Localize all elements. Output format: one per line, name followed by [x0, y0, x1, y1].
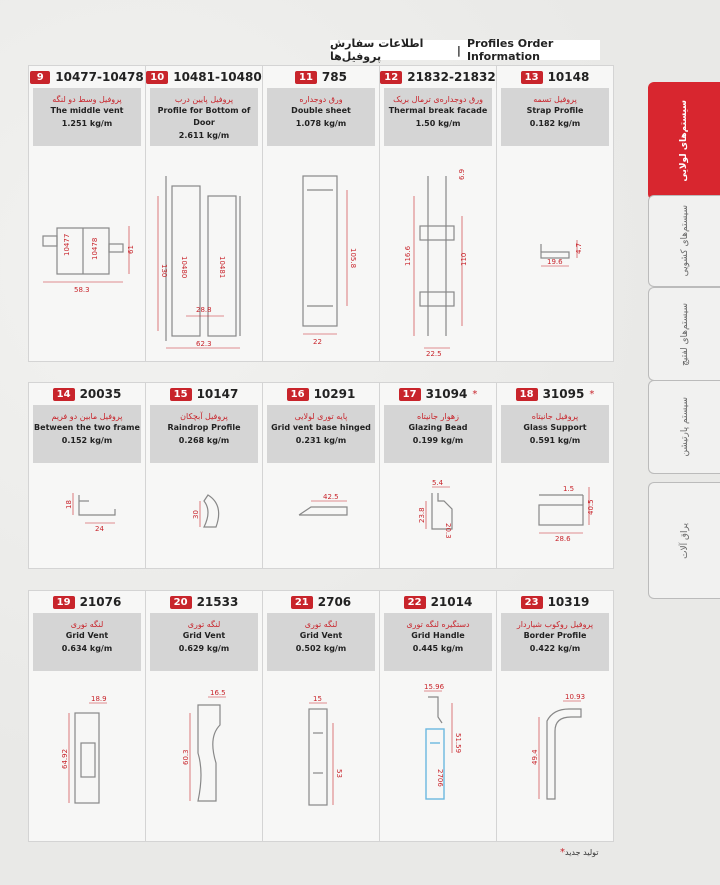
tab-label: سیستم‌های لولایی: [679, 100, 689, 182]
profile-card: [29, 66, 146, 361]
profile-name-en: Thermal break facade: [388, 106, 488, 115]
profile-code: 10291: [313, 387, 356, 401]
profile-card: [380, 383, 497, 568]
profile-card: [29, 383, 146, 568]
svg-text:22.5: 22.5: [426, 350, 442, 358]
profile-drawing: [497, 156, 613, 361]
profile-name-en: Double sheet: [291, 106, 351, 115]
profile-name-en: Grid Vent: [182, 631, 226, 640]
footnote-text: تولید جدید: [565, 848, 599, 857]
profile-number: 23: [521, 596, 543, 609]
profile-name-en: Glass Support: [523, 423, 587, 432]
svg-text:18: 18: [65, 500, 73, 509]
profile-number: 20: [170, 596, 192, 609]
profile-weight: 0.445 kg/m: [412, 644, 464, 653]
profile-name-en: Strap Profile: [526, 106, 584, 115]
profile-card: [263, 591, 380, 841]
profiles-row-2: [28, 382, 614, 569]
svg-text:15.96: 15.96: [424, 683, 445, 691]
svg-text:116.6: 116.6: [404, 245, 412, 266]
profile-name-fa: لنگه توری: [70, 620, 104, 629]
header-fa: اطلاعات سفارش پروفیل‌ها: [330, 37, 424, 63]
profile-number: 9: [30, 71, 50, 84]
header-en: Profiles Order Information: [466, 37, 554, 63]
svg-text:4.7: 4.7: [575, 242, 583, 254]
profile-name-fa: پروفیل تسمه: [533, 95, 577, 104]
profile-name-en: Grid Vent: [65, 631, 109, 640]
profile-number: 11: [295, 71, 317, 84]
profile-code: 10147: [196, 387, 239, 401]
header-separator: |: [456, 43, 461, 57]
svg-text:53: 53: [335, 769, 343, 778]
svg-text:23.8: 23.8: [418, 507, 426, 523]
profile-name-fa: پروفیل جانیتاه: [531, 412, 579, 421]
tab-hinged-systems[interactable]: [648, 82, 720, 200]
profile-card: [146, 383, 263, 568]
profile-card: [263, 66, 380, 361]
profile-name-fa: پایه توری لولایی: [294, 412, 348, 421]
profile-drawing: [497, 673, 613, 841]
new-product-star: *: [472, 388, 478, 400]
profile-code: 21832-21832: [407, 70, 496, 84]
svg-text:30: 30: [192, 510, 200, 519]
profile-code: 10148: [547, 70, 590, 84]
profile-name-fa: لنگه توری: [304, 620, 338, 629]
profile-card: [263, 383, 380, 568]
profile-name-fa: لنگه توری: [187, 620, 221, 629]
profile-name-fa: ورق دوجداره: [299, 95, 343, 104]
profile-card: [380, 591, 497, 841]
svg-text:22: 22: [313, 338, 322, 346]
svg-text:62.3: 62.3: [196, 340, 212, 348]
tab-partition-systems[interactable]: [648, 380, 720, 474]
tab-lift-systems[interactable]: [648, 287, 720, 381]
profile-weight: 1.078 kg/m: [295, 119, 347, 128]
profile-drawing: [29, 156, 145, 361]
profile-drawing: [146, 465, 262, 568]
profile-code: 10481-10480: [173, 70, 262, 84]
tab-label: سیستم‌های لفتیچ: [680, 302, 690, 366]
profile-weight: 0.231 kg/m: [295, 436, 347, 445]
svg-text:20.3: 20.3: [444, 523, 452, 539]
tab-label: یراق آلات: [680, 522, 690, 559]
svg-text:5.4: 5.4: [432, 479, 444, 487]
tab-label: سیستم‌های کشویی: [680, 205, 690, 277]
svg-text:58.3: 58.3: [74, 286, 90, 294]
profile-drawing: [380, 673, 496, 841]
profile-code: 10477-10478: [55, 70, 144, 84]
profile-weight: 0.422 kg/m: [529, 644, 581, 653]
profile-card: [497, 591, 613, 841]
profile-name-en: Grid Vent: [299, 631, 343, 640]
profiles-row-3: [28, 590, 614, 842]
svg-text:18.9: 18.9: [91, 695, 107, 703]
profile-name-en: Grid vent base hinged: [271, 423, 371, 432]
svg-text:64.92: 64.92: [61, 748, 69, 769]
profile-name-en: Between the two frame: [34, 423, 140, 432]
tab-sliding-systems[interactable]: [648, 195, 720, 287]
profile-name-en: The middle vent: [50, 106, 124, 115]
profile-name-fa: پروفیل پایین درب: [174, 95, 234, 104]
profile-drawing: [380, 156, 496, 361]
svg-text:10477: 10477: [63, 233, 71, 256]
svg-text:15: 15: [313, 695, 322, 703]
svg-text:60.3: 60.3: [182, 749, 190, 765]
page-header: [330, 37, 600, 63]
new-product-star: *: [589, 388, 595, 400]
profile-name-fa: پروفیل روکوب شیاردار: [516, 620, 594, 629]
svg-text:40.5: 40.5: [587, 499, 595, 515]
svg-text:2706: 2706: [436, 769, 444, 787]
svg-text:130: 130: [160, 264, 168, 278]
profile-weight: 0.634 kg/m: [61, 644, 113, 653]
svg-text:42.5: 42.5: [323, 493, 339, 501]
profile-number: 12: [380, 71, 402, 84]
profile-code: 31094: [425, 387, 468, 401]
profile-drawing: [263, 156, 379, 361]
profile-drawing: [146, 156, 262, 361]
profile-drawing: [29, 465, 145, 568]
svg-text:110: 110: [460, 252, 468, 266]
svg-text:16.5: 16.5: [210, 689, 226, 697]
svg-text:105.8: 105.8: [349, 248, 357, 269]
profile-weight: 0.629 kg/m: [178, 644, 230, 653]
profile-code: 21076: [79, 595, 122, 609]
profile-name-en: Border Profile: [523, 631, 587, 640]
profile-weight: 0.502 kg/m: [295, 644, 347, 653]
profile-weight: 0.268 kg/m: [178, 436, 230, 445]
footnote: [560, 847, 599, 858]
profile-card: [146, 591, 263, 841]
svg-text:61: 61: [127, 245, 135, 254]
profile-number: 10: [146, 71, 168, 84]
profile-number: 22: [404, 596, 426, 609]
tab-hardware[interactable]: [648, 482, 720, 599]
svg-text:10478: 10478: [91, 237, 99, 260]
profile-weight: 1.251 kg/m: [61, 119, 113, 128]
svg-text:28.8: 28.8: [196, 306, 212, 314]
tab-label: سیستم پارتیشن: [680, 397, 690, 457]
profile-number: 19: [53, 596, 75, 609]
profile-code: 2706: [317, 595, 352, 609]
profile-number: 15: [170, 388, 192, 401]
svg-text:6.9: 6.9: [458, 168, 466, 180]
profile-drawing: [497, 465, 613, 568]
profile-number: 13: [521, 71, 543, 84]
profile-number: 16: [287, 388, 309, 401]
profile-code: 10319: [547, 595, 590, 609]
profile-weight: 0.199 kg/m: [412, 436, 464, 445]
profiles-row-1: [28, 65, 614, 362]
profile-card: [380, 66, 497, 361]
profile-code: 20035: [79, 387, 122, 401]
svg-text:10480: 10480: [180, 256, 188, 279]
profile-name-en: Grid Handle: [411, 631, 465, 640]
profile-weight: 2.611 kg/m: [178, 131, 230, 140]
profile-weight: 1.50 kg/m: [415, 119, 461, 128]
profile-weight: 0.591 kg/m: [529, 436, 581, 445]
profile-name-en: Raindrop Profile: [167, 423, 241, 432]
profile-code: 21014: [430, 595, 473, 609]
profile-code: 785: [321, 70, 347, 84]
profile-number: 21: [291, 596, 313, 609]
profile-drawing: [146, 673, 262, 841]
profile-name-en: Profile for Bottom of Door: [157, 106, 251, 127]
svg-text:49.4: 49.4: [531, 749, 539, 765]
profile-name-fa: زهوار جانیتاه: [417, 412, 459, 421]
profile-name-fa: پروفیل مابین دو فریم: [51, 412, 123, 421]
profile-name-fa: ورق دوجداره‌ی ترمال بریک: [393, 95, 483, 104]
profile-number: 17: [399, 388, 421, 401]
profile-drawing: [380, 465, 496, 568]
svg-text:10.93: 10.93: [565, 693, 586, 701]
svg-text:19.6: 19.6: [547, 258, 563, 266]
profile-name-fa: پروفیل وسط دو لنگه: [52, 95, 122, 104]
profile-code: 31095: [542, 387, 585, 401]
profile-card: [497, 383, 613, 568]
svg-text:51.59: 51.59: [454, 733, 462, 754]
profile-drawing: [263, 465, 379, 568]
profile-card: [29, 591, 146, 841]
svg-text:28.6: 28.6: [555, 535, 571, 543]
profile-name-fa: پروفیل آبچکان: [180, 412, 228, 421]
footnote-star: *: [560, 847, 565, 858]
profile-card: [497, 66, 613, 361]
profile-card: [146, 66, 263, 361]
profile-drawing: [29, 673, 145, 841]
svg-text:10481: 10481: [218, 256, 226, 279]
profile-weight: 0.152 kg/m: [61, 436, 113, 445]
profile-code: 21533: [196, 595, 239, 609]
profile-number: 14: [53, 388, 75, 401]
svg-text:1.5: 1.5: [563, 485, 575, 493]
profile-name-en: Glazing Bead: [408, 423, 468, 432]
profile-weight: 0.182 kg/m: [529, 119, 581, 128]
profile-drawing: [263, 673, 379, 841]
profile-number: 18: [516, 388, 538, 401]
svg-text:24: 24: [95, 525, 104, 533]
profile-name-fa: دستگیره لنگه توری: [406, 620, 470, 629]
